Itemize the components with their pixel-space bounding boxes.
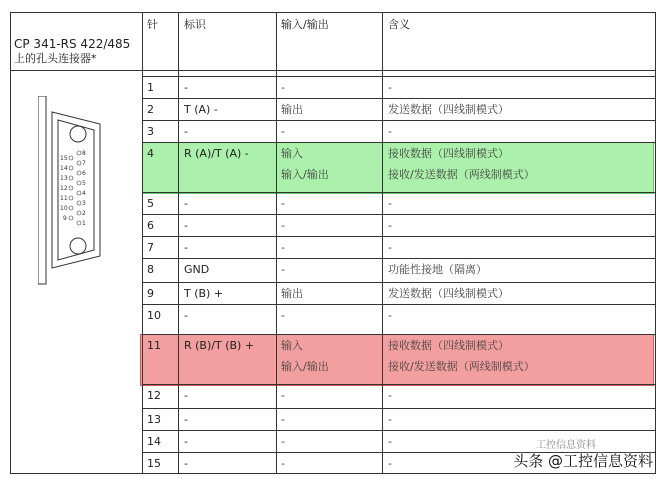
pinout-table xyxy=(10,12,656,474)
pin-cell: 12 xyxy=(147,389,161,402)
meaning-cell: 发送数据（四线制模式） xyxy=(388,103,509,116)
pin-cell: 9 xyxy=(147,287,154,300)
id-cell: - xyxy=(184,125,188,138)
io-cell-line2: 输入/输出 xyxy=(281,168,329,181)
pin-cell: 7 xyxy=(147,241,154,254)
meaning-cell: 发送数据（四线制模式） xyxy=(388,287,509,300)
pin-cell: 6 xyxy=(147,219,154,232)
id-cell: - xyxy=(184,413,188,426)
pin-cell: 4 xyxy=(147,147,154,160)
svg-text:12: 12 xyxy=(60,185,68,192)
connector-subtitle: 上的孔头连接器* xyxy=(14,52,97,65)
meaning-cell-line2: 接收/发送数据（两线制模式） xyxy=(388,168,535,181)
row-separator xyxy=(142,214,656,215)
pin-cell: 15 xyxy=(147,457,161,470)
meaning-cell: - xyxy=(388,309,392,322)
row-separator xyxy=(142,236,656,237)
svg-text:5: 5 xyxy=(82,180,86,187)
meaning-cell: 接收数据（四线制模式） xyxy=(388,339,509,352)
meaning-cell: - xyxy=(388,81,392,94)
meaning-cell: - xyxy=(388,197,392,210)
io-cell: - xyxy=(281,263,285,276)
svg-text:9: 9 xyxy=(63,215,67,222)
row-separator xyxy=(142,282,656,283)
meaning-cell-line2: 接收/发送数据（两线制模式） xyxy=(388,360,535,373)
id-cell: - xyxy=(184,457,188,470)
row-separator xyxy=(142,304,656,305)
io-cell: 输入 xyxy=(281,147,303,160)
id-cell: - xyxy=(184,219,188,232)
meaning-cell: - xyxy=(388,241,392,254)
svg-text:7: 7 xyxy=(82,160,86,167)
id-cell: T (B) + xyxy=(184,287,224,300)
io-cell: 输出 xyxy=(281,103,303,116)
row-separator xyxy=(142,408,656,409)
db15-connector-diagram xyxy=(38,96,118,296)
svg-text:4: 4 xyxy=(82,190,86,197)
pin-cell: 11 xyxy=(147,339,161,352)
svg-text:11: 11 xyxy=(60,195,68,202)
row-separator xyxy=(142,142,656,143)
id-cell: GND xyxy=(184,263,210,276)
io-cell: - xyxy=(281,125,285,138)
watermark-faint: 工控信息资料 xyxy=(536,440,596,451)
io-cell: 输出 xyxy=(281,287,303,300)
meaning-cell: - xyxy=(388,389,392,402)
pin-cell: 2 xyxy=(147,103,154,116)
meaning-cell: - xyxy=(388,219,392,232)
row-separator xyxy=(142,334,656,335)
watermark: 头条 @工控信息资料 xyxy=(513,452,653,470)
io-cell: - xyxy=(281,457,285,470)
svg-text:10: 10 xyxy=(60,205,68,212)
header-meaning: 含义 xyxy=(388,18,410,31)
io-cell: - xyxy=(281,241,285,254)
id-cell: - xyxy=(184,197,188,210)
header-pin: 针 xyxy=(147,18,158,31)
meaning-cell: 接收数据（四线制模式） xyxy=(388,147,509,160)
io-cell: 输入 xyxy=(281,339,303,352)
row-separator xyxy=(142,258,656,259)
pin-cell: 14 xyxy=(147,435,161,448)
row-separator xyxy=(142,192,656,193)
io-cell: - xyxy=(281,413,285,426)
id-cell: - xyxy=(184,241,188,254)
meaning-cell: 功能性接地（隔离） xyxy=(388,263,487,276)
row-separator xyxy=(142,384,656,385)
svg-text:8: 8 xyxy=(82,150,86,157)
header-id: 标识 xyxy=(184,18,206,31)
svg-text:3: 3 xyxy=(82,200,86,207)
meaning-cell: - xyxy=(388,457,392,470)
io-cell: - xyxy=(281,219,285,232)
svg-text:15: 15 xyxy=(60,155,68,162)
id-cell: R (B)/T (B) + xyxy=(184,339,255,352)
connector-title: CP 341-RS 422/485 xyxy=(14,37,131,51)
svg-text:1: 1 xyxy=(82,220,86,227)
io-cell: - xyxy=(281,81,285,94)
pin-cell: 10 xyxy=(147,309,161,322)
row-separator xyxy=(142,76,656,77)
svg-text:2: 2 xyxy=(82,210,86,217)
id-cell: - xyxy=(184,309,188,322)
id-cell: - xyxy=(184,389,188,402)
io-cell: - xyxy=(281,435,285,448)
row-separator xyxy=(142,98,656,99)
svg-text:13: 13 xyxy=(60,175,68,182)
id-cell: R (A)/T (A) - xyxy=(184,147,249,160)
id-cell: - xyxy=(184,435,188,448)
pin-cell: 8 xyxy=(147,263,154,276)
pin-cell: 1 xyxy=(147,81,154,94)
io-cell: - xyxy=(281,389,285,402)
id-cell: - xyxy=(184,81,188,94)
row-separator xyxy=(142,430,656,431)
svg-text:6: 6 xyxy=(82,170,86,177)
pin-cell: 3 xyxy=(147,125,154,138)
row-separator xyxy=(142,120,656,121)
meaning-cell: - xyxy=(388,435,392,448)
meaning-cell: - xyxy=(388,413,392,426)
header-io: 输入/输出 xyxy=(281,18,329,31)
id-cell: T (A) - xyxy=(184,103,218,116)
io-cell: - xyxy=(281,309,285,322)
pin-cell: 13 xyxy=(147,413,161,426)
pin-cell: 5 xyxy=(147,197,154,210)
svg-text:14: 14 xyxy=(60,165,68,172)
io-cell: - xyxy=(281,197,285,210)
io-cell-line2: 输入/输出 xyxy=(281,360,329,373)
meaning-cell: - xyxy=(388,125,392,138)
